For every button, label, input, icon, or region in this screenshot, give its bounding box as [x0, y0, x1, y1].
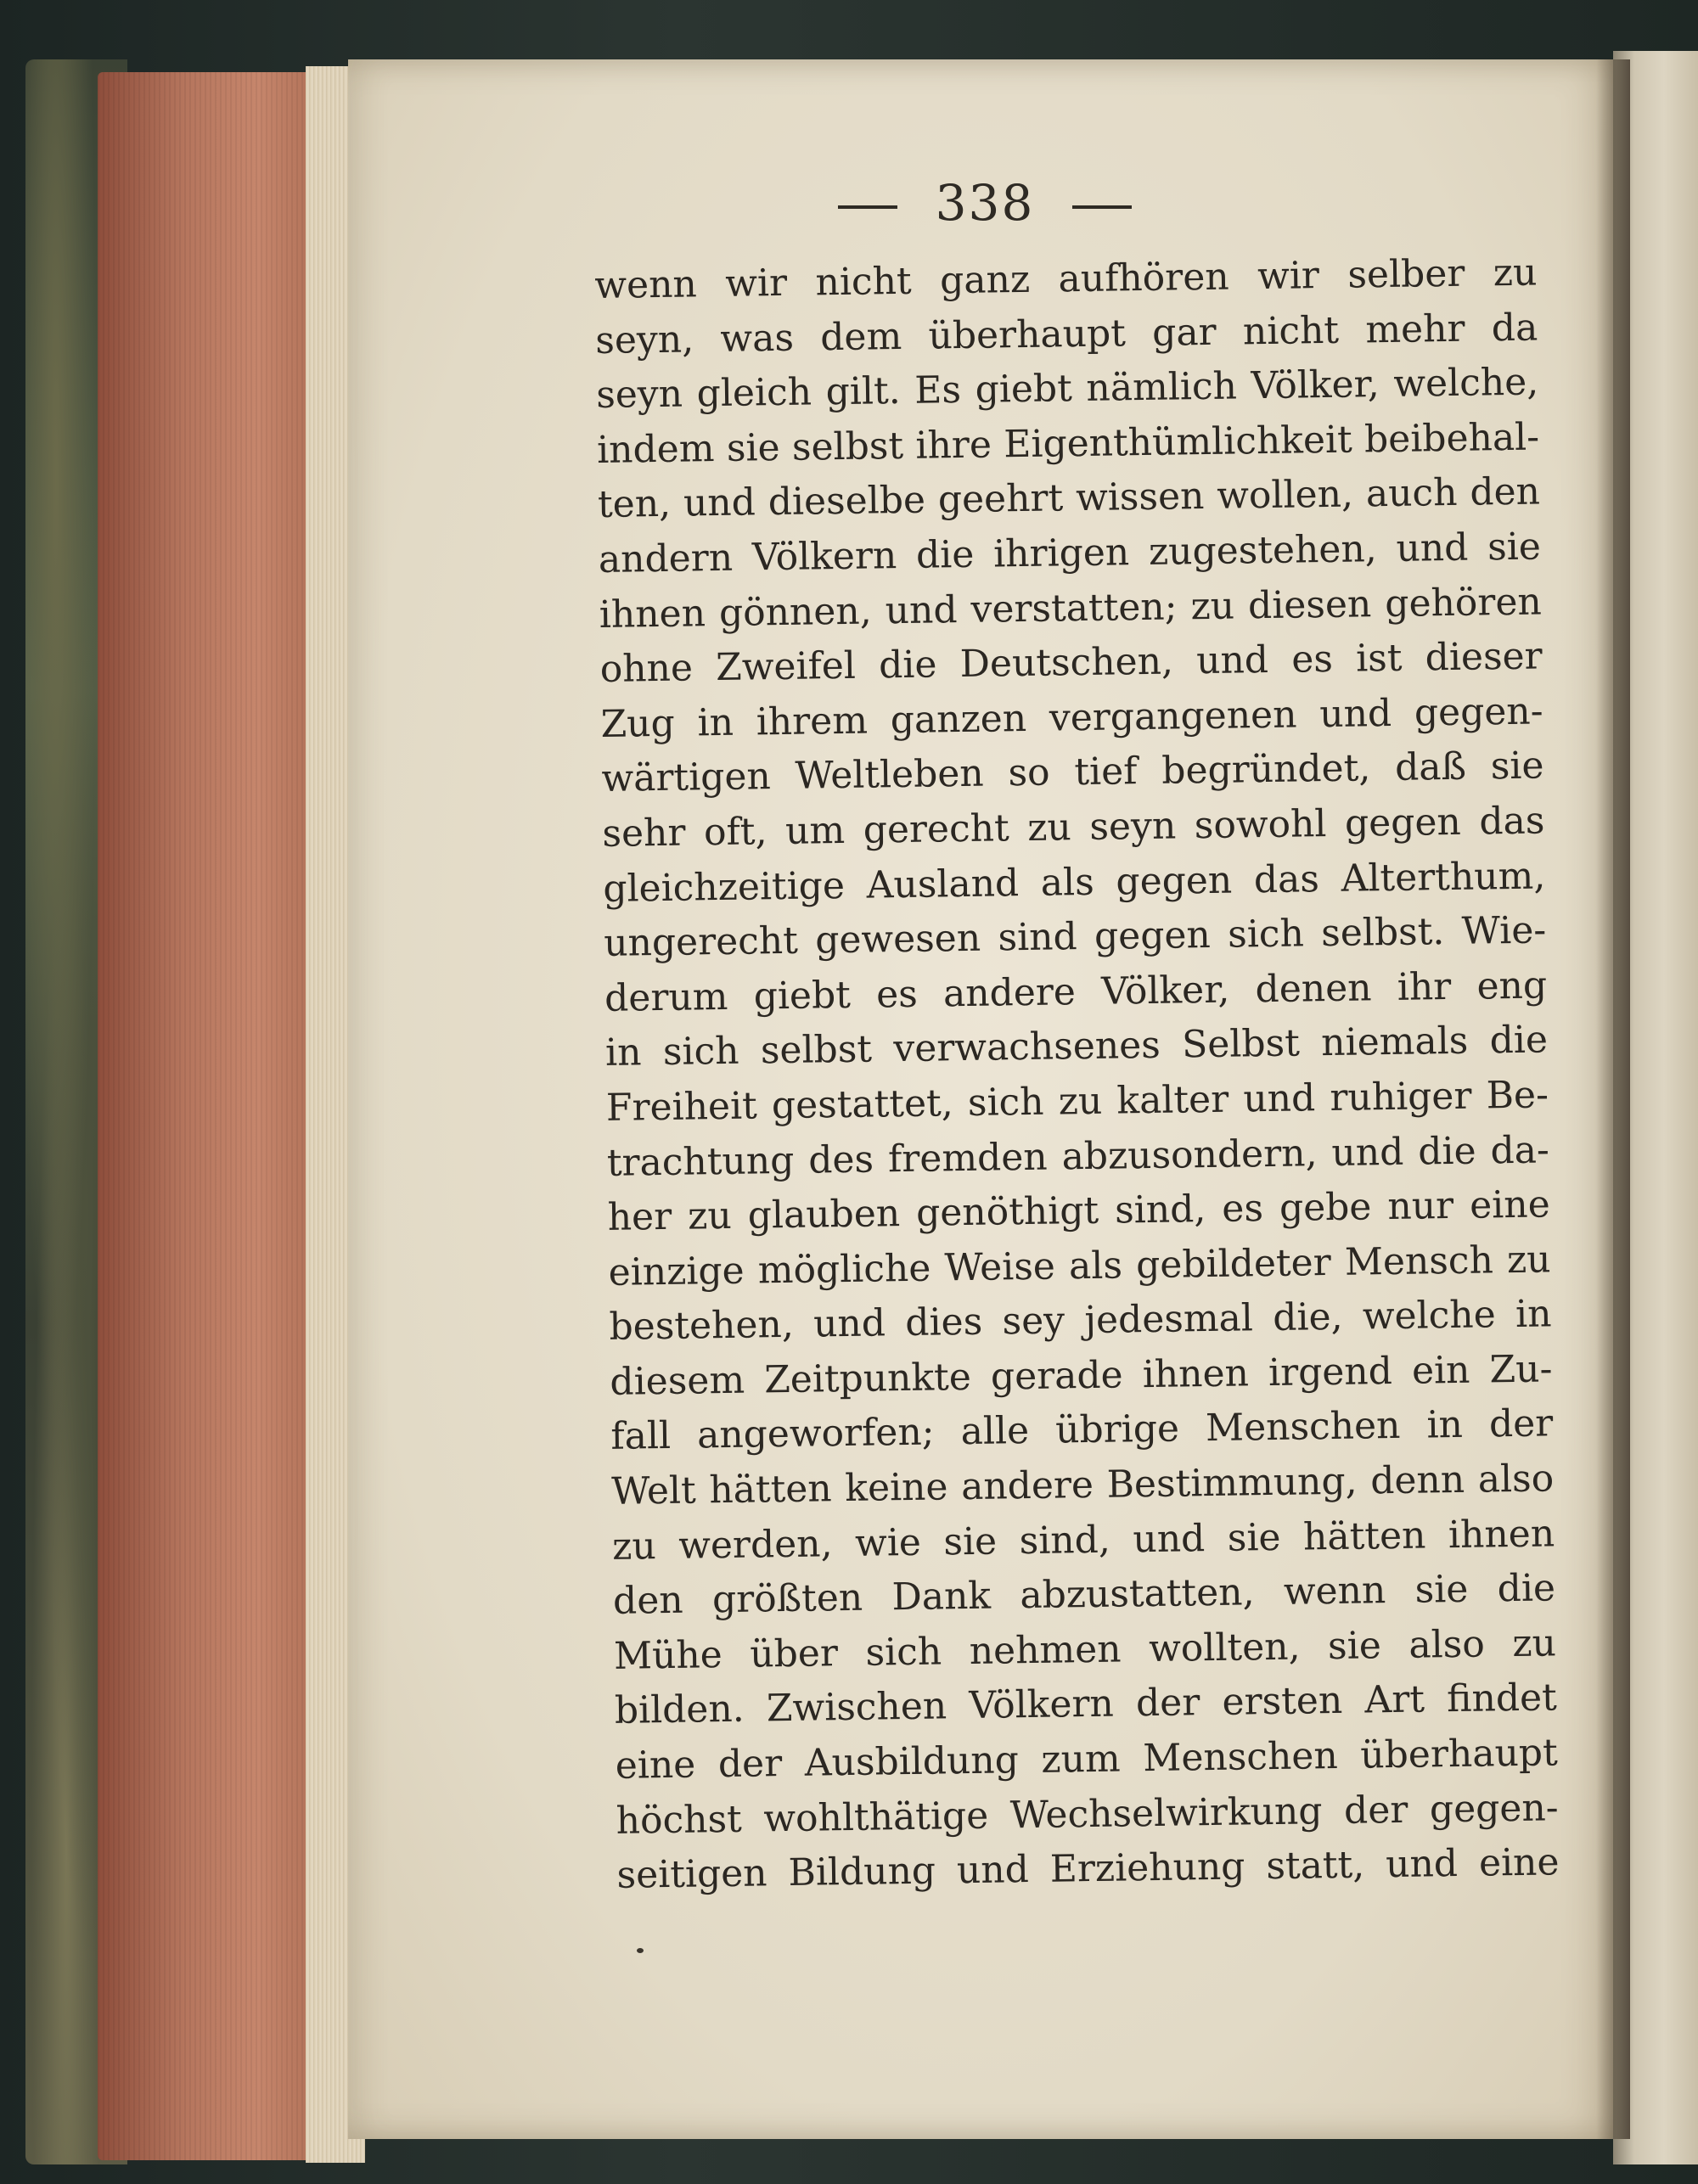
text-line: fall angeworfen; alle übrige Menschen in der [610, 1401, 1554, 1459]
text-line: bestehen, und dies sey jedesmal die, welche in [609, 1292, 1552, 1350]
text-line: bilden. Zwischen Völkern der ersten Art findet [614, 1676, 1558, 1733]
text-line: seyn, was dem überhaupt gar nicht mehr da [594, 306, 1538, 362]
text-line: zu werden, wie sie sind, und sie hätten ihnen [611, 1512, 1555, 1569]
header-dash-left [838, 205, 897, 209]
text-line: sehr oft, um gerecht zu seyn sowohl gegen das [602, 799, 1545, 856]
text-line: ten, und dieselbe geehrt wissen wollen, auch den [597, 469, 1541, 527]
header-dash-right [1072, 205, 1132, 209]
text-line: einzige mögliche Weise als gebildeter Mensch zu [608, 1238, 1551, 1294]
text-line: trachtung des fremden abzusondern, und die da- [606, 1127, 1550, 1185]
text-line: wärtigen Weltleben so tief begründet, daß sie [601, 744, 1544, 801]
text-line: Mühe über sich nehmen wollten, sie also zu [613, 1621, 1557, 1678]
text-line: ohne Zweifel die Deutschen, und es ist dieser [599, 634, 1543, 692]
ink-speck [637, 1948, 644, 1953]
text-line: Welt hätten keine andere Bestimmung, denn also [610, 1457, 1555, 1513]
text-line: diesem Zeitpunkte gerade ihnen irgend ein Zu- [610, 1347, 1553, 1404]
page-gutter [1596, 59, 1630, 2139]
text-line: in sich selbst verwachsenes Selbst niemals die [604, 1018, 1549, 1075]
text-line: ungerecht gewesen sind gegen sich selbst. Wie- [603, 908, 1547, 966]
page-header [348, 174, 1622, 232]
text-line: Zug in ihrem ganzen vergangenen und gegen- [600, 689, 1543, 746]
text-line: Freiheit gestattet, sich zu kalter und ruhiger Be- [605, 1073, 1549, 1130]
text-line: her zu glauben genöthigt sind, es gebe nur eine [607, 1182, 1551, 1239]
text-line: höchst wohlthätige Wechselwirkung der gegen- [616, 1785, 1559, 1843]
text-line: derum giebt es andere Völker, denen ihr eng [604, 963, 1548, 1020]
text-line: indem sie selbst ihre Eigenthümlichkeit beibehal- [596, 415, 1540, 472]
text-line: andern Völkern die ihrigen zugestehen, und sie [598, 525, 1542, 581]
page-number: 338 [935, 174, 1035, 232]
text-line: seitigen Bildung und Erziehung statt, und eine [616, 1840, 1560, 1898]
text-line: ihnen gönnen, und verstatten; zu diesen gehören [599, 580, 1543, 637]
text-line: den größten Dank abzustatten, wenn sie die [612, 1566, 1556, 1624]
text-line: gleichzeitige Ausland als gegen das Alterthum, [603, 853, 1546, 911]
text-line: eine der Ausbildung zum Menschen überhaupt [615, 1731, 1559, 1788]
text-line: seyn gleich gilt. Es giebt nämlich Völker, welche, [595, 360, 1539, 418]
text-line: wenn wir nicht ganz aufhören wir selber zu [594, 250, 1538, 307]
body-text [594, 246, 1560, 1904]
